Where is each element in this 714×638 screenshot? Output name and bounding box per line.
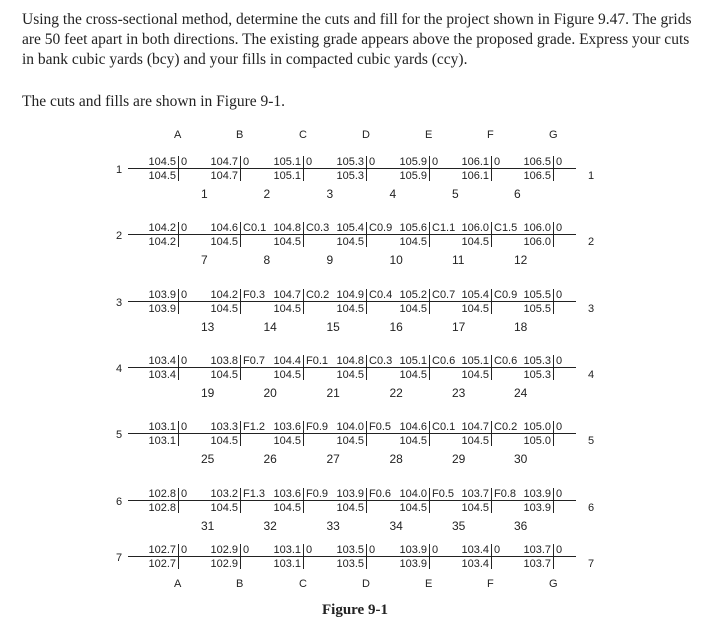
existing-grade: 104.6	[210, 222, 238, 234]
row-label-left: 5	[116, 429, 123, 441]
column-label-bottom: C	[299, 578, 307, 590]
row-label-right: 1	[588, 170, 595, 182]
grid-col-tick	[178, 355, 179, 380]
grid-col-tick	[553, 156, 554, 181]
grid-col-tick	[553, 421, 554, 446]
proposed-grade: 103.9	[148, 303, 176, 315]
existing-grade: 105.6	[399, 222, 427, 234]
grid-col-tick	[491, 156, 492, 181]
proposed-grade: 105.3	[336, 170, 364, 182]
existing-grade: 103.4	[148, 355, 176, 367]
existing-grade: 103.6	[273, 421, 301, 433]
proposed-grade: 104.5	[461, 435, 489, 447]
existing-grade: 105.1	[273, 156, 301, 168]
existing-grade: 104.4	[273, 355, 301, 367]
cut-fill-value: 0	[432, 544, 439, 556]
proposed-grade: 104.5	[399, 303, 427, 315]
cut-fill-value: C0.3	[369, 355, 393, 367]
proposed-grade: 105.1	[273, 170, 301, 182]
block-number: 6	[514, 187, 521, 201]
grid-col-tick	[491, 421, 492, 446]
grid-row-line	[128, 301, 576, 302]
grid-col-tick	[491, 355, 492, 380]
cut-fill-value: 0	[556, 156, 563, 168]
grid-col-tick	[240, 222, 241, 247]
proposed-grade: 103.1	[148, 435, 176, 447]
cut-fill-value: 0	[181, 488, 188, 500]
figure-caption: Figure 9-1	[322, 602, 388, 618]
grid-col-tick	[240, 156, 241, 181]
grid-col-tick	[240, 488, 241, 513]
row-label-left: 4	[116, 363, 123, 375]
existing-grade: 104.7	[273, 289, 301, 301]
column-label-bottom: E	[425, 578, 433, 590]
existing-grade: 104.7	[461, 421, 489, 433]
proposed-grade: 104.5	[461, 236, 489, 248]
block-number: 14	[263, 320, 277, 334]
block-number: 15	[326, 320, 340, 334]
proposed-grade: 104.5	[336, 435, 364, 447]
proposed-grade: 104.5	[210, 369, 238, 381]
existing-grade: 106.1	[461, 156, 489, 168]
block-number: 4	[389, 187, 397, 201]
existing-grade: 105.2	[399, 289, 427, 301]
proposed-grade: 105.9	[399, 170, 427, 182]
cut-fill-value: 0	[494, 544, 501, 556]
proposed-grade: 104.5	[336, 502, 364, 514]
block-number: 11	[452, 253, 465, 267]
block-number: 18	[514, 320, 528, 334]
proposed-grade: 103.9	[399, 558, 427, 570]
block-number: 12	[514, 253, 528, 267]
existing-grade: 102.8	[148, 488, 176, 500]
column-label-top: E	[425, 129, 433, 141]
cut-fill-value: F0.3	[243, 289, 266, 301]
column-label-bottom: D	[362, 578, 370, 590]
existing-grade: 104.2	[148, 222, 176, 234]
cut-fill-value: F0.8	[494, 488, 517, 500]
cut-fill-value: C1.5	[494, 222, 518, 234]
proposed-grade: 105.0	[523, 435, 551, 447]
cut-fill-value: C0.7	[432, 289, 456, 301]
grid-row-line	[128, 433, 576, 434]
existing-grade: 105.4	[461, 289, 489, 301]
block-number: 17	[452, 320, 466, 334]
block-number: 23	[452, 386, 466, 400]
grid-col-tick	[366, 156, 367, 181]
grid-col-tick	[240, 355, 241, 380]
proposed-grade: 104.5	[210, 502, 238, 514]
grid-col-tick	[240, 544, 241, 569]
grid-col-tick	[429, 488, 430, 513]
existing-grade: 105.9	[399, 156, 427, 168]
proposed-grade: 102.7	[148, 558, 176, 570]
grid-row-line	[128, 367, 576, 368]
proposed-grade: 104.2	[148, 236, 176, 248]
block-number: 35	[452, 519, 466, 533]
existing-grade: 106.5	[523, 156, 551, 168]
cut-fill-value: 0	[181, 544, 188, 556]
column-label-top: A	[174, 129, 182, 141]
existing-grade: 105.3	[523, 355, 551, 367]
grid-col-tick	[429, 544, 430, 569]
grid-col-tick	[366, 544, 367, 569]
block-number: 22	[389, 386, 403, 400]
cut-fill-value: 0	[556, 488, 563, 500]
problem-statement: Using the cross-sectional method, determine the cuts and fill for the project shown in Figure 9.47. The grids are 50 feet apart in both directions. The existing grade appears above the proposed grade. Express your cuts in bank cubic yards (bcy) and your fills in compacted cubic yards (ccy).	[22, 11, 692, 68]
grid-col-tick	[178, 544, 179, 569]
grid-col-tick	[178, 421, 179, 446]
existing-grade: 103.7	[461, 488, 489, 500]
grid-col-tick	[491, 289, 492, 314]
row-label-left: 7	[116, 552, 123, 564]
grid-col-tick	[366, 421, 367, 446]
grid-col-tick	[429, 421, 430, 446]
column-label-bottom: F	[487, 578, 494, 590]
cut-fill-value: F0.1	[306, 355, 329, 367]
cut-fill-value: C0.1	[243, 222, 267, 234]
existing-grade: 104.0	[399, 488, 427, 500]
existing-grade: 104.9	[336, 289, 364, 301]
cut-fill-value: 0	[556, 355, 563, 367]
block-number: 34	[389, 519, 403, 533]
block-number: 3	[326, 187, 334, 201]
grid-row-line	[128, 234, 576, 235]
proposed-grade: 103.1	[273, 558, 301, 570]
column-label-bottom: A	[174, 578, 182, 590]
column-label-top: C	[299, 129, 307, 141]
existing-grade: 104.6	[399, 421, 427, 433]
column-label-bottom: G	[549, 578, 558, 590]
proposed-grade: 104.5	[461, 369, 489, 381]
existing-grade: 105.4	[336, 222, 364, 234]
existing-grade: 105.1	[461, 355, 489, 367]
existing-grade: 106.0	[523, 222, 551, 234]
grid-col-tick	[178, 488, 179, 513]
row-label-right: 4	[588, 369, 595, 381]
row-label-right: 6	[588, 502, 595, 514]
cut-fill-value: C1.1	[432, 222, 456, 234]
row-label-left: 1	[116, 164, 123, 176]
existing-grade: 103.9	[148, 289, 176, 301]
block-number: 8	[263, 253, 271, 267]
grid-col-tick	[491, 222, 492, 247]
grid-row-line	[128, 556, 576, 557]
grid-col-tick	[553, 289, 554, 314]
block-number: 2	[263, 187, 271, 201]
grid-col-tick	[303, 289, 304, 314]
grid-col-tick	[429, 355, 430, 380]
grid-col-tick	[303, 421, 304, 446]
grid-col-tick	[178, 156, 179, 181]
cut-fill-value: 0	[369, 544, 376, 556]
row-label-right: 7	[588, 558, 595, 570]
proposed-grade: 104.5	[210, 236, 238, 248]
cut-fill-value: 0	[243, 156, 250, 168]
existing-grade: 102.9	[210, 544, 238, 556]
grid-col-tick	[366, 355, 367, 380]
row-label-right: 3	[588, 303, 595, 315]
block-number: 26	[263, 452, 277, 466]
proposed-grade: 104.5	[399, 236, 427, 248]
cut-fill-value: C0.1	[432, 421, 456, 433]
cut-fill-value: 0	[181, 355, 188, 367]
row-label-right: 5	[588, 435, 595, 447]
grid-col-tick	[491, 488, 492, 513]
existing-grade: 103.1	[273, 544, 301, 556]
proposed-grade: 104.5	[273, 369, 301, 381]
cut-fill-value: 0	[369, 156, 376, 168]
cut-fill-value: 0	[556, 289, 563, 301]
existing-grade: 105.0	[523, 421, 551, 433]
cut-fill-value: 0	[306, 544, 313, 556]
grid-col-tick	[366, 222, 367, 247]
block-number: 19	[201, 386, 215, 400]
row-label-left: 3	[116, 297, 123, 309]
column-label-top: D	[362, 129, 370, 141]
block-number: 7	[201, 253, 208, 267]
proposed-grade: 104.5	[336, 303, 364, 315]
proposed-grade: 105.5	[523, 303, 551, 315]
grid-col-tick	[429, 222, 430, 247]
existing-grade: 105.1	[399, 355, 427, 367]
cut-fill-value: 0	[556, 544, 563, 556]
proposed-grade: 104.5	[273, 502, 301, 514]
proposed-grade: 103.5	[336, 558, 364, 570]
column-label-top: B	[236, 129, 244, 141]
grid-col-tick	[429, 289, 430, 314]
cut-fill-value: C0.4	[369, 289, 393, 301]
existing-grade: 104.8	[336, 355, 364, 367]
proposed-grade: 106.0	[523, 236, 551, 248]
cut-fill-value: 0	[181, 421, 188, 433]
grid-col-tick	[553, 222, 554, 247]
proposed-grade: 103.9	[523, 502, 551, 514]
grid-col-tick	[553, 355, 554, 380]
block-number: 24	[514, 386, 528, 400]
proposed-grade: 102.8	[148, 502, 176, 514]
grid-col-tick	[303, 544, 304, 569]
cut-fill-value: F1.2	[243, 421, 266, 433]
grid-col-tick	[303, 355, 304, 380]
existing-grade: 104.2	[210, 289, 238, 301]
block-number: 5	[452, 187, 459, 201]
proposed-grade: 104.5	[210, 435, 238, 447]
cut-fill-value: 0	[556, 222, 563, 234]
grid-col-tick	[178, 222, 179, 247]
existing-grade: 103.7	[523, 544, 551, 556]
existing-grade: 103.3	[210, 421, 238, 433]
existing-grade: 105.3	[336, 156, 364, 168]
block-number: 33	[326, 519, 340, 533]
grid-col-tick	[429, 156, 430, 181]
proposed-grade: 104.7	[210, 170, 238, 182]
cut-fill-value: C0.9	[494, 289, 518, 301]
cut-fill-value: 0	[306, 156, 313, 168]
grid-col-tick	[240, 289, 241, 314]
cut-fill-value: F0.5	[369, 421, 392, 433]
block-number: 27	[326, 452, 340, 466]
block-number: 32	[263, 519, 277, 533]
block-number: 36	[514, 519, 528, 533]
proposed-grade: 103.7	[523, 558, 551, 570]
grid-col-tick	[303, 488, 304, 513]
column-label-bottom: B	[236, 578, 244, 590]
proposed-grade: 104.5	[399, 369, 427, 381]
block-number: 1	[201, 187, 208, 201]
cut-fill-value: 0	[494, 156, 501, 168]
existing-grade: 103.1	[148, 421, 176, 433]
grid-col-tick	[240, 421, 241, 446]
cut-fill-value: 0	[556, 421, 563, 433]
block-number: 29	[452, 452, 466, 466]
row-label-left: 6	[116, 496, 123, 508]
proposed-grade: 106.1	[461, 170, 489, 182]
proposed-grade: 104.5	[336, 236, 364, 248]
existing-grade: 104.7	[210, 156, 238, 168]
existing-grade: 103.9	[336, 488, 364, 500]
column-label-top: F	[487, 129, 494, 141]
cut-fill-value: 0	[181, 222, 188, 234]
cut-fill-value: 0	[432, 156, 439, 168]
proposed-grade: 104.5	[273, 303, 301, 315]
proposed-grade: 104.5	[399, 435, 427, 447]
cut-fill-value: C0.6	[494, 355, 518, 367]
proposed-grade: 105.3	[523, 369, 551, 381]
block-number: 9	[326, 253, 334, 267]
proposed-grade: 104.5	[336, 369, 364, 381]
existing-grade: 103.6	[273, 488, 301, 500]
figure-note: The cuts and fills are shown in Figure 9-1.	[22, 93, 286, 110]
proposed-grade: 104.5	[399, 502, 427, 514]
proposed-grade: 102.9	[210, 558, 238, 570]
grid-col-tick	[178, 289, 179, 314]
proposed-grade: 104.5	[461, 502, 489, 514]
cut-fill-value: F0.5	[432, 488, 455, 500]
row-label-left: 2	[116, 230, 123, 242]
grid-col-tick	[366, 289, 367, 314]
proposed-grade: 106.5	[523, 170, 551, 182]
cut-fill-value: F0.7	[243, 355, 266, 367]
cut-fill-value: C0.2	[306, 289, 330, 301]
existing-grade: 104.8	[273, 222, 301, 234]
proposed-grade: 104.5	[210, 303, 238, 315]
existing-grade: 104.0	[336, 421, 364, 433]
block-number: 21	[326, 386, 340, 400]
cut-fill-value: F1.3	[243, 488, 266, 500]
cut-fill-value: C0.2	[494, 421, 518, 433]
cut-fill-value: 0	[243, 544, 250, 556]
cut-fill-value: F0.9	[306, 421, 329, 433]
existing-grade: 103.9	[523, 488, 551, 500]
proposed-grade: 103.4	[148, 369, 176, 381]
grid-col-tick	[366, 488, 367, 513]
row-label-right: 2	[588, 236, 595, 248]
column-label-top: G	[549, 129, 558, 141]
grid-col-tick	[491, 544, 492, 569]
proposed-grade: 104.5	[273, 236, 301, 248]
existing-grade: 106.0	[461, 222, 489, 234]
proposed-grade: 104.5	[148, 170, 176, 182]
existing-grade: 103.9	[399, 544, 427, 556]
block-number: 20	[263, 386, 277, 400]
grid-col-tick	[303, 156, 304, 181]
existing-grade: 105.5	[523, 289, 551, 301]
grid-col-tick	[553, 488, 554, 513]
existing-grade: 103.2	[210, 488, 238, 500]
existing-grade: 103.4	[461, 544, 489, 556]
existing-grade: 102.7	[148, 544, 176, 556]
grid-col-tick	[553, 544, 554, 569]
block-number: 25	[201, 452, 215, 466]
block-number: 28	[389, 452, 403, 466]
cut-fill-value: C0.6	[432, 355, 456, 367]
block-number: 31	[201, 519, 215, 533]
block-number: 30	[514, 452, 528, 466]
cut-fill-value: 0	[181, 156, 188, 168]
existing-grade: 103.8	[210, 355, 238, 367]
cut-fill-value: C0.3	[306, 222, 330, 234]
grid-row-line	[128, 168, 576, 169]
block-number: 16	[389, 320, 403, 334]
grid-row-line	[128, 500, 576, 501]
cut-fill-value: C0.9	[369, 222, 393, 234]
proposed-grade: 104.5	[461, 303, 489, 315]
proposed-grade: 103.4	[461, 558, 489, 570]
existing-grade: 104.5	[148, 156, 176, 168]
cut-fill-value: F0.6	[369, 488, 392, 500]
existing-grade: 103.5	[336, 544, 364, 556]
cut-fill-value: F0.9	[306, 488, 329, 500]
grid-col-tick	[303, 222, 304, 247]
proposed-grade: 104.5	[273, 435, 301, 447]
block-number: 10	[389, 253, 403, 267]
cut-fill-value: 0	[181, 289, 188, 301]
block-number: 13	[201, 320, 215, 334]
